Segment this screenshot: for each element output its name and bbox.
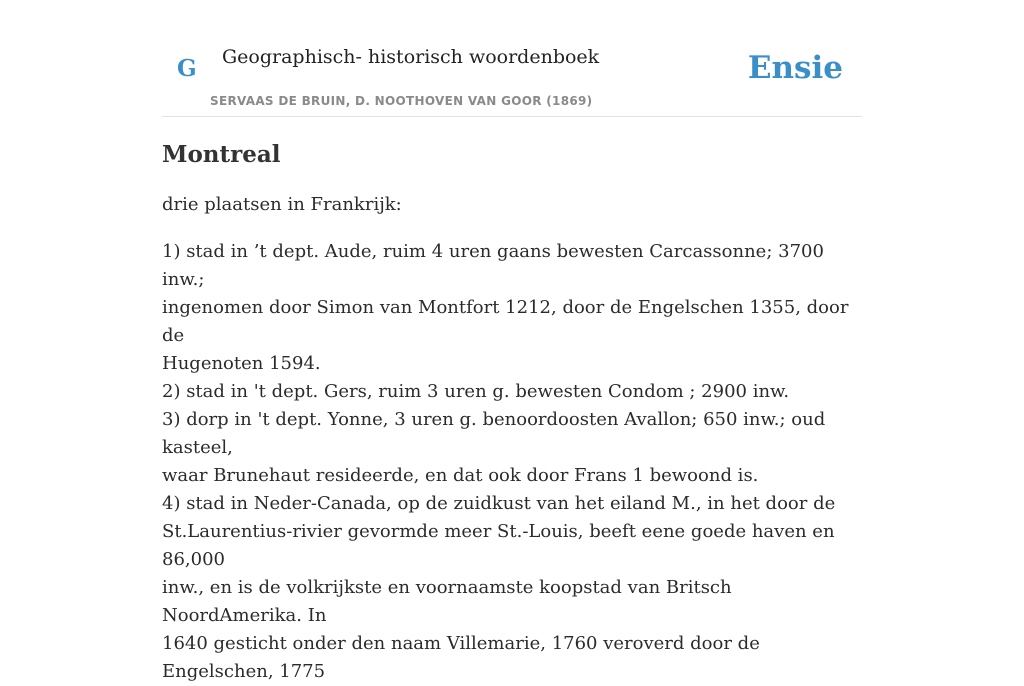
book-title-link[interactable]: Geographisch- historisch woordenboek: [222, 46, 600, 68]
entry-line: Hugenoten 1594.: [162, 353, 321, 374]
entry-line: waar Brunehaut resideerde, en dat ook door Frans 1 bewoond is.: [162, 465, 759, 486]
header: [162, 0, 862, 117]
entry-line: St.Laurentius-rivier gevormde meer St.-Louis, beeft eene goede haven en 86,000: [162, 521, 835, 570]
entry-line: inw., en is de volkrijkste en voornaamste koopstad van Britsch NoordAmerika. In: [162, 577, 732, 626]
letter-index-link[interactable]: G: [177, 55, 197, 82]
entry-line: ingenomen door Simon van Montfort 1212, door de Engelschen 1355, door de: [162, 297, 849, 346]
entry-body: [162, 238, 862, 686]
entry-line: 3) dorp in 't dept. Yonne, 3 uren g. benoordoosten Avallon; 650 inw.; oud kasteel,: [162, 409, 826, 458]
entry-line: 4) stad in Neder-Canada, op de zuidkust van het eiland M., in het door de: [162, 493, 836, 514]
entry-intro: drie plaatsen in Frankrijk:: [162, 194, 402, 215]
ensie-logo-link[interactable]: Ensie: [747, 50, 843, 86]
entry-line: 1) stad in ’t dept. Aude, ruim 4 uren gaans bewesten Carcassonne; 3700 inw.;: [162, 241, 824, 290]
book-authors: SERVAAS DE BRUIN, D. NOOTHOVEN VAN GOOR (1869): [210, 94, 593, 108]
entry-line: 2) stad in 't dept. Gers, ruim 3 uren g. bewesten Condom ; 2900 inw.: [162, 381, 790, 402]
entry-title: Montreal: [162, 141, 281, 168]
entry-line: 1640 gesticht onder den naam Villemarie, 1760 veroverd door de Engelschen, 1775: [162, 633, 760, 682]
entry-content: [162, 139, 862, 686]
